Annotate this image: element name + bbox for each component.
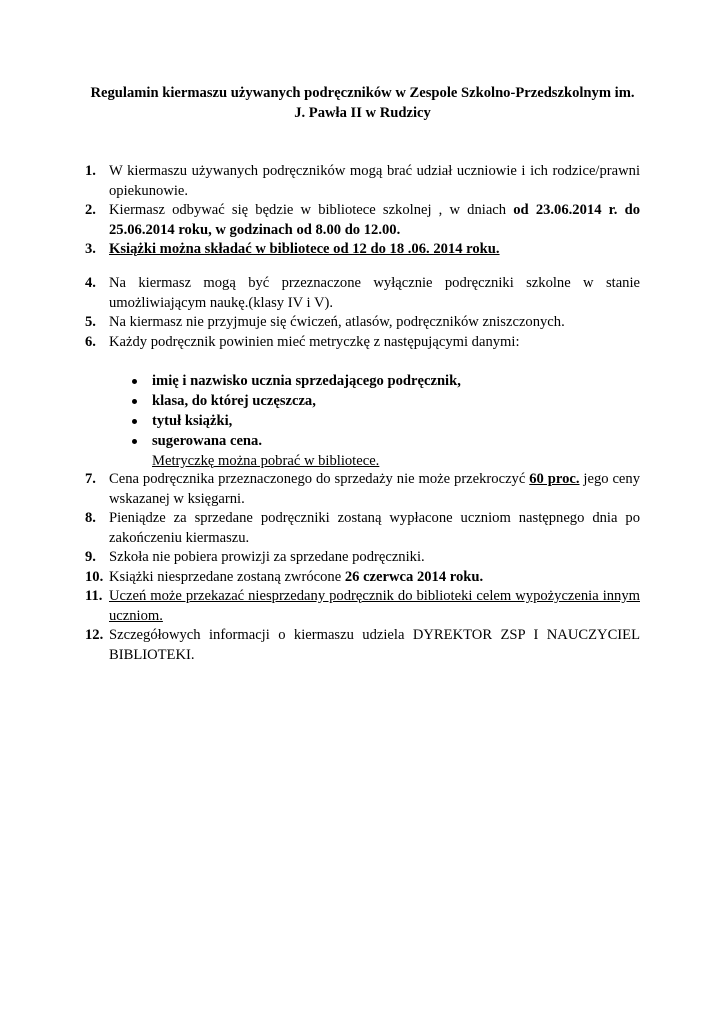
list-item	[85, 548, 640, 568]
rules-list-part-2	[85, 274, 640, 352]
bullet-item	[130, 412, 630, 432]
item-text-underlined: Uczeń może przekazać niesprzedany podręcznik do biblioteki celem wypożyczenia innym uczniom.	[109, 588, 640, 624]
rules-list-part-1	[85, 162, 640, 260]
item-text-plain: Książki niesprzedane zostaną zwrócone	[109, 568, 345, 585]
bullet-text: sugerowana cena.	[152, 433, 262, 449]
page-title	[60, 83, 665, 123]
item-text-bold: od 23.06.2014 r. do 25.06.2014 roku, w godzinach od 8.00 do 12.00.	[109, 202, 640, 238]
title-line-2: J. Pawła II w Rudzicy	[294, 105, 431, 121]
list-item	[85, 333, 640, 353]
item-text	[109, 568, 640, 588]
item-text	[109, 201, 640, 240]
metric-fields-list	[130, 372, 630, 452]
item-text-bold-underlined: Książki można składać w bibliotece od 12 do 18 .06. 2014 roku.	[109, 241, 500, 257]
item-text-plain: Cena podręcznika przeznaczonego do sprzedaży nie może przekroczyć	[109, 471, 530, 487]
rules-list-part-3	[85, 470, 640, 665]
list-item	[85, 626, 640, 665]
list-item	[85, 162, 640, 201]
item-number: 2.	[85, 202, 96, 218]
bullet-dot-icon	[132, 379, 137, 384]
list-item	[85, 568, 640, 588]
metric-download-note: Metryczkę można pobrać w bibliotece.	[152, 453, 380, 469]
item-number: 6.	[85, 333, 96, 350]
bullet-item	[130, 432, 630, 452]
list-item	[85, 201, 640, 240]
item-text-bold-underlined: 60 proc.	[529, 471, 580, 487]
item-text: Szczegółowych informacji o kiermaszu udziela DYREKTOR ZSP I NAUCZYCIEL BIBLIOTEKI.	[109, 627, 640, 663]
item-text: W kiermaszu używanych podręczników mogą brać udział uczniowie i ich rodzice/prawni opiekunowie.	[109, 163, 640, 199]
bullet-text: klasa, do której uczęszcza,	[152, 393, 316, 409]
item-text	[109, 587, 640, 626]
item-number: 12.	[85, 627, 104, 643]
item-number: 5.	[85, 314, 96, 330]
item-number: 8.	[85, 510, 96, 526]
list-item	[85, 509, 640, 548]
bullet-text: tytuł książki,	[152, 413, 233, 429]
bullet-dot-icon	[132, 419, 137, 424]
bullet-text: imię i nazwisko ucznia sprzedającego podręcznik,	[152, 373, 461, 389]
item-text: Każdy podręcznik powinien mieć metryczkę z następującymi danymi:	[109, 333, 520, 350]
item-text-plain-end: jego ceny wskazanej w księgarni.	[109, 471, 640, 507]
item-number: 3.	[85, 241, 96, 257]
item-number: 4.	[85, 275, 96, 291]
bullet-dot-icon	[132, 439, 137, 444]
item-number: 1.	[85, 163, 96, 179]
list-item	[85, 240, 640, 260]
bullet-item	[130, 392, 630, 412]
list-item	[85, 274, 640, 313]
item-text: Pieniądze za sprzedane podręczniki zostaną wypłacone uczniom następnego dnia po zakończeniu kiermaszu.	[109, 510, 640, 546]
item-text	[109, 240, 640, 260]
item-text	[109, 470, 640, 509]
title-line-1: Regulamin kiermaszu używanych podręczników w Zespole Szkolno-Przedszkolnym im.	[90, 85, 635, 101]
item-text: Szkoła nie pobiera prowizji za sprzedane podręczniki.	[109, 549, 425, 565]
list-item	[85, 313, 640, 333]
list-item	[85, 587, 640, 626]
item-number: 7.	[85, 471, 96, 487]
item-number: 9.	[85, 549, 96, 565]
bullet-dot-icon	[132, 399, 137, 404]
item-number: 11.	[85, 588, 103, 604]
item-text-plain: Kiermasz odbywać się będzie w bibliotece szkolnej , w dniach	[109, 202, 514, 218]
item-number: 10.	[85, 568, 104, 585]
item-text: Na kiermasz mogą być przeznaczone wyłącznie podręczniki szkolne w stanie umożliwiającym naukę.(klasy IV i V).	[109, 275, 640, 311]
list-item	[85, 470, 640, 509]
item-text-bold: 26 czerwca 2014 roku.	[344, 568, 484, 585]
bullet-item	[130, 372, 630, 392]
item-text: Na kiermasz nie przyjmuje się ćwiczeń, atlasów, podręczników zniszczonych.	[109, 314, 565, 330]
